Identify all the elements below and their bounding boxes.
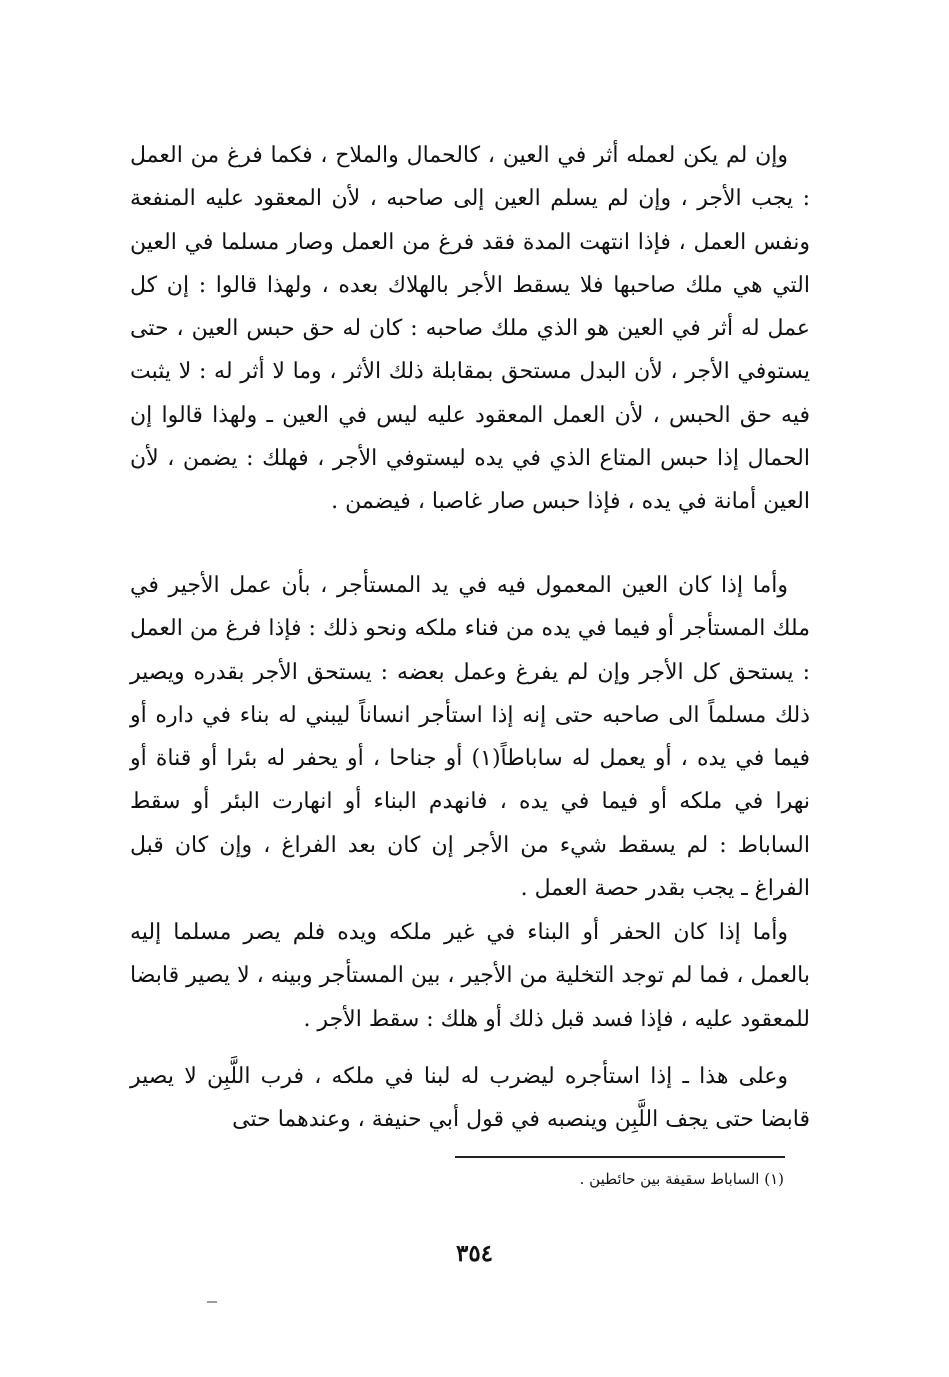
paragraph-4-text: وعلى هذا ـ إذا استأجره ليضرب له لبنا في ملكه ، فرب اللَّبِن لا يصير قابضا حتى يجف اللَّبِن وينصبه في قول أبي حنيفة ، وعندهما حتى xyxy=(130,1064,810,1133)
page-number: ٣٥٤ xyxy=(455,1240,494,1267)
footnote-divider xyxy=(455,1156,785,1158)
paragraph-3-text: وأما إذا كان الحفر أو البناء في غير ملكه ويده فلم يصر مسلما إليه بالعمل ، فما لم توجد التخلية من الأجير ، بين المستأجر وبينه ، لا يصير قابضا للمعقود عليه ، فإذا فسد قبل ذلك أو هلك : سقط الأجر . xyxy=(130,920,810,1032)
paragraph-3 xyxy=(130,911,810,1041)
footnote: (١) الساباط سقيفة بين حائطين . xyxy=(579,1170,784,1188)
paragraph-2 xyxy=(130,564,810,910)
paragraph-1-text: وإن لم يكن لعمله أثر في العين ، كالحمال والملاح ، فكما فرغ من العمل : يجب الأجر ، وإن لم يسلم العين إلى صاحبه ، لأن المعقود عليه المنفعة ونفس العمل ، فإذا انتهت المدة فقد فرغ من العمل وصار مسلما في العين التي هي ملك صاحبها فلا يسقط الأجر بالهلاك بعده ، ولهذا قالوا : إن كل عمل له أثر في العين هو الذي ملك صاحبه : كان له حق حبس العين ، حتى يستوفي الأجر ، لأن البدل مستحق بمقابلة ذلك الأثر ، وما لا أثر له : لا يثبت فيه حق الحبس ، لأن العمل المعقود عليه ليس في العين ـ ولهذا قالوا إن الحمال إذا حبس المتاع الذي في يده ليستوفي الأجر ، فهلك : يضمن ، لأن العين أمانة في يده ، فإذا حبس صار غاصبا ، فيضمن . xyxy=(130,143,810,515)
paragraph-4 xyxy=(130,1055,810,1142)
scan-speck xyxy=(207,1301,217,1303)
paragraph-1 xyxy=(130,134,810,524)
paragraph-2-text: وأما إذا كان العين المعمول فيه في يد المستأجر ، بأن عمل الأجير في ملك المستأجر أو فيما في يده من فناء ملكه ونحو ذلك : فإذا فرغ من العمل : يستحق كل الأجر وإن لم يفرغ وعمل بعضه : يستحق الأجر بقدره ويصير ذلك مسلماً الى صاحبه حتى إنه إذا استأجر انساناً ليبني له بناء في داره أو فيما في يده ، أو يعمل له ساباطاً(١) أو جناحا ، أو يحفر له بئرا أو قناة أو نهرا في ملكه أو فيما في يده ، فانهدم البناء أو انهارت البئر أو سقط الساباط : لم يسقط شيء من الأجر إن كان بعد الفراغ ، وإن كان قبل الفراغ ـ يجب بقدر حصة العمل . xyxy=(130,573,810,902)
